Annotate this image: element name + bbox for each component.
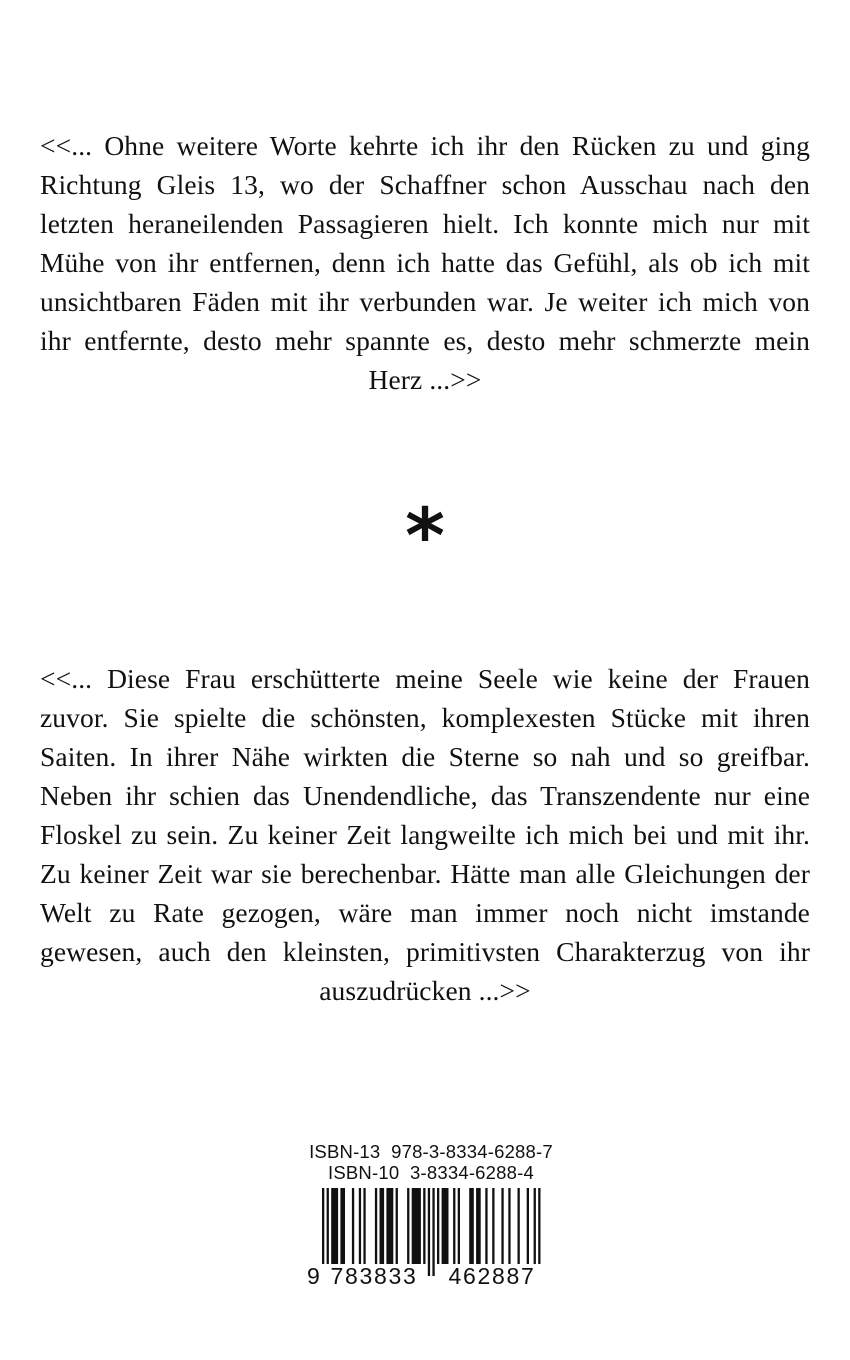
barcode-bar: [518, 1188, 520, 1264]
barcode-bar: [453, 1188, 455, 1264]
back-cover-quote-1: <<... Ohne weitere Worte kehrte ich ihr den Rücken zu und ging Richtung Gleis 13, wo der Schaffner schon Ausschau nach den letzten heraneilenden Passagieren hielt. Ich konnte mich nur mit Mühe von ihr entfernen, denn ich hatte das Gefühl, als ob ich mit unsichtbaren Fäden mit ihr verbunden war. Je weiter ich mich von ihr entfernte, desto mehr spannte es, desto mehr schmerzte mein Herz ...>>: [40, 130, 810, 395]
barcode-bar: [375, 1188, 377, 1264]
barcode-bar: [437, 1188, 439, 1264]
barcode-guard-bar: [538, 1188, 540, 1276]
barcode-bar: [442, 1188, 449, 1264]
asterisk-separator: *: [405, 491, 445, 580]
barcode-guard-bar: [327, 1188, 329, 1276]
barcode-lead-digit: 9: [307, 1263, 322, 1289]
barcode-guard-bar: [428, 1188, 430, 1276]
isbn-13-label: ISBN-13 978-3-8334-6288-7: [309, 1141, 553, 1162]
barcode-bar: [458, 1188, 460, 1264]
isbn-block: [300, 1142, 562, 1312]
barcode-bar: [407, 1188, 409, 1264]
barcode-bar: [527, 1188, 529, 1264]
barcode-bar: [508, 1188, 510, 1264]
barcode-bar: [352, 1188, 354, 1264]
barcode-bar: [331, 1188, 338, 1264]
barcode-bar: [396, 1188, 398, 1264]
barcode-bar: [485, 1188, 487, 1264]
barcode-bar: [412, 1188, 421, 1264]
barcode-bar: [476, 1188, 481, 1264]
back-cover-quote-2: <<... Diese Frau erschütterte meine Seele wie keine der Frauen zuvor. Sie spielte die schönsten, komplexesten Stücke mit ihren Saiten. In ihrer Nähe wirkten die Sterne so nah und so greifbar. Neben ihr schien das Unendendliche, das Transzendente nur eine Floskel zu sein. Zu keiner Zeit langweilte ich mich bei und mit ihr. Zu keiner Zeit war sie berechenbar. Hätte man alle Gleichungen der Welt zu Rate gezogen, wäre man immer noch nicht imstande gewesen, auch den kleinsten, primitivsten Charakterzug von ihr auszudrücken ...>>: [40, 663, 810, 1006]
barcode-bar: [501, 1188, 503, 1264]
barcode-bar: [359, 1188, 361, 1264]
barcode-bar: [423, 1188, 425, 1264]
barcode-bar: [380, 1188, 385, 1264]
barcode-bar: [492, 1188, 494, 1264]
barcode-guard-bar: [432, 1188, 434, 1276]
barcode-bar: [386, 1188, 393, 1264]
barcode-bar: [340, 1188, 345, 1264]
barcode-left-digits: 783833: [321, 1264, 427, 1288]
barcode-bar: [469, 1188, 474, 1264]
isbn-10-label: ISBN-10 3-8334-6288-4: [328, 1162, 534, 1183]
barcode-guard-bar: [322, 1188, 324, 1276]
barcode-right-digits: 462887: [439, 1264, 545, 1288]
barcode-bar: [363, 1188, 365, 1264]
